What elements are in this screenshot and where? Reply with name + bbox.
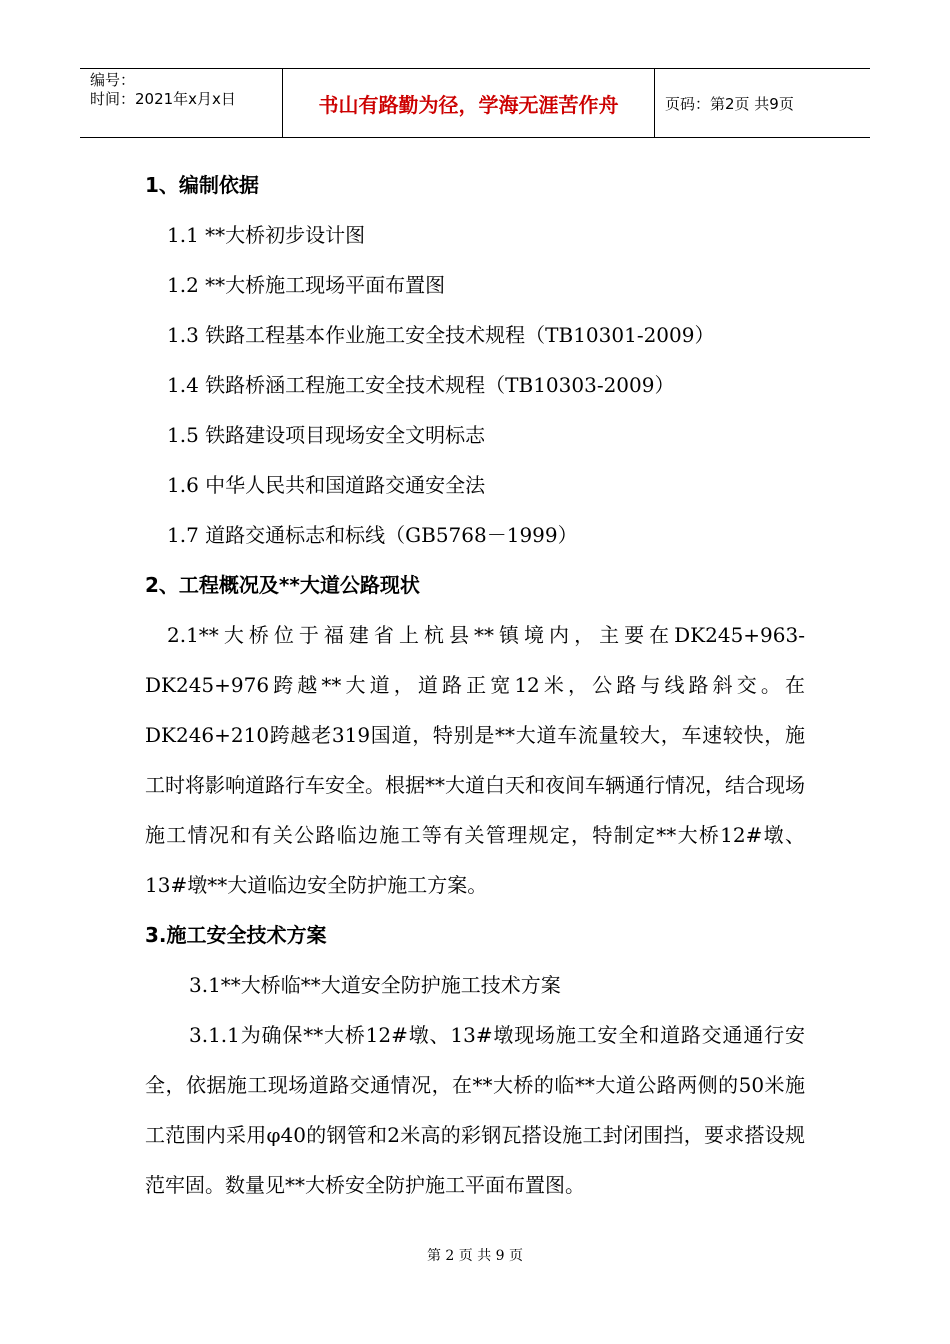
page-footer: 第 2 页 共 9 页 bbox=[426, 1248, 524, 1264]
section-2-title: 2、工程概况及**大道公路现状 bbox=[145, 573, 420, 597]
document-body bbox=[145, 160, 805, 1210]
section-3-title: 3.施工安全技术方案 bbox=[145, 923, 327, 947]
reference-item: 1.5 铁路建设项目现场安全文明标志 bbox=[167, 423, 486, 447]
header-motto: 书山有路勤为径，学海无涯苦作舟 bbox=[283, 69, 655, 137]
reference-item: 1.1 **大桥初步设计图 bbox=[167, 223, 366, 247]
date-label: 时间：2021年x月x日 bbox=[90, 90, 236, 108]
reference-item: 1.2 **大桥施工现场平面布置图 bbox=[167, 273, 446, 297]
reference-item: 1.7 道路交通标志和标线（GB5768－1999） bbox=[167, 523, 578, 547]
reference-item: 1.4 铁路桥涵工程施工安全技术规程（TB10303-2009） bbox=[167, 373, 675, 397]
section-3-subtitle: 3.1**大桥临**大道安全防护施工技术方案 bbox=[189, 973, 561, 997]
section-2-paragraph: 2.1**大桥位于福建省上杭县**镇境内，主要在DK245+963-DK245+976跨越**大道，道路正宽12米，公路与线路斜交。在DK246+210跨越老319国道，特别是**大道车流量较大，车速较快，施工时将影响道路行车安全。根据**大道白天和夜间车辆通行情况，结合现场施工情况和有关公路临边施工等有关管理规定，特制定**大桥12#墩、13#墩**大道临边安全防护施工方案。 bbox=[145, 623, 805, 897]
section-3-paragraph: 3.1.1为确保**大桥12#墩、13#墩现场施工安全和道路交通通行安全，依据施工现场道路交通情况，在**大桥的临**大道公路两侧的50米施工范围内采用φ40的钢管和2米高的彩钢瓦搭设施工封闭围挡，要求搭设规范牢固。数量见**大桥安全防护施工平面布置图。 bbox=[145, 1023, 805, 1197]
reference-item: 1.6 中华人民共和国道路交通安全法 bbox=[167, 473, 486, 497]
document-header bbox=[80, 68, 870, 138]
reference-item: 1.3 铁路工程基本作业施工安全技术规程（TB10301-2009） bbox=[167, 323, 715, 347]
section-1-title: 1、编制依据 bbox=[145, 173, 259, 197]
number-label: 编号： bbox=[90, 71, 136, 89]
header-page-info: 页码：第2页 共9页 bbox=[665, 94, 794, 113]
header-meta-cell bbox=[80, 69, 283, 137]
